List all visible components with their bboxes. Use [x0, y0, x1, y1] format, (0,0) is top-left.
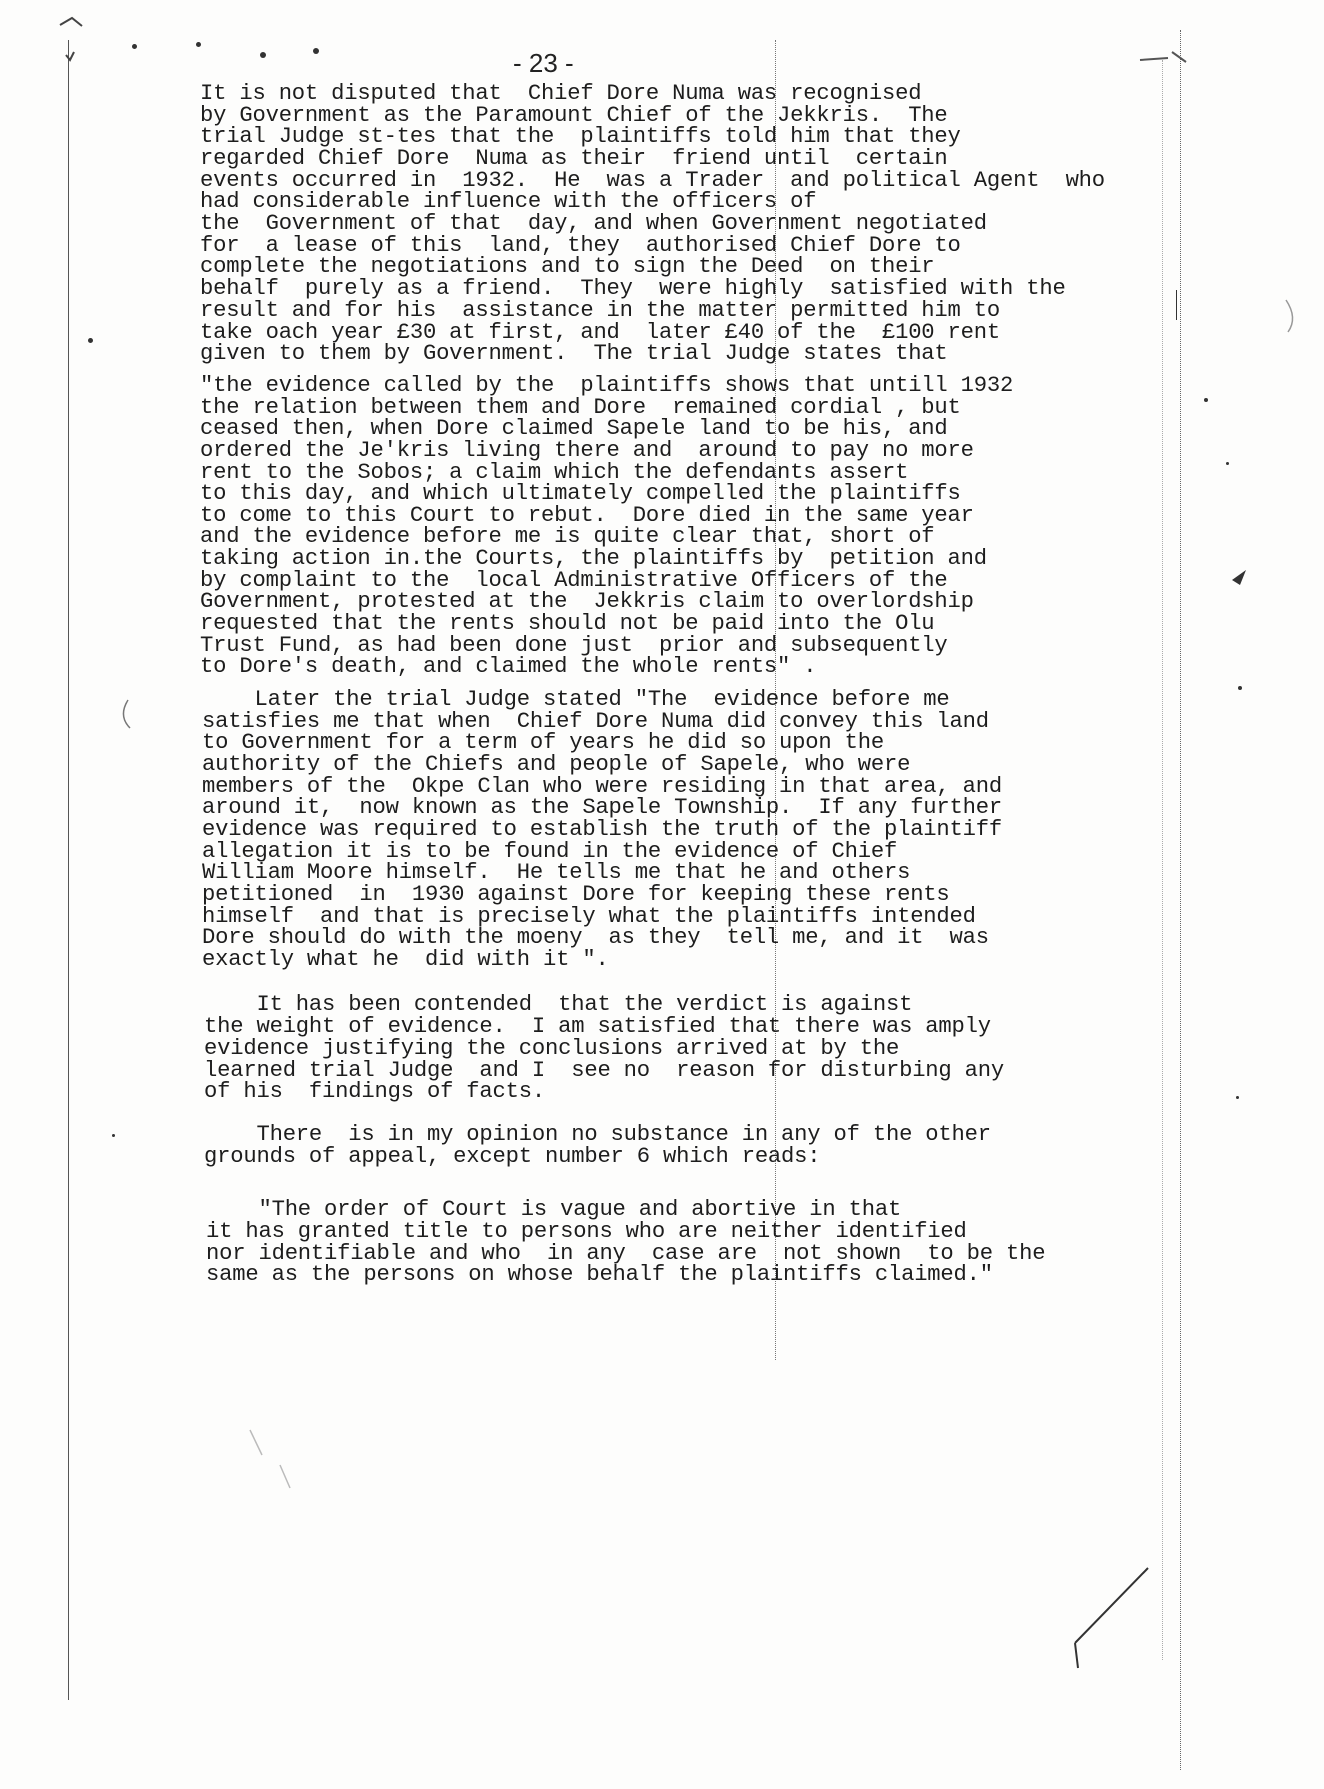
text-line: members of the Okpe Clan who were residing in that area, and: [202, 774, 1002, 799]
text-line: same as the persons on whose behalf the plaintiffs claimed.": [206, 1262, 993, 1287]
text-line: behalf purely as a friend. They were highly satisfied with the: [200, 276, 1066, 301]
text-line: Later the trial Judge stated "The evidence before me: [202, 687, 950, 712]
text-line: William Moore himself. He tells me that he and others: [202, 860, 911, 885]
text-line: exactly what he did with it ".: [202, 947, 609, 972]
text-line: authority of the Chiefs and people of Sapele, who were: [202, 752, 911, 777]
text-line: to come to this Court to rebut. Dore died in the same year: [200, 503, 974, 528]
text-line: ordered the Je'kris living there and around to pay no more: [200, 438, 974, 463]
text-line: ceased then, when Dore claimed Sapele land to be his, and: [200, 416, 948, 441]
text-line: There is in my opinion no substance in any of the other: [204, 1122, 991, 1147]
text-line: result and for his assistance in the matter permitted him to: [200, 298, 1000, 323]
text-line: events occurred in 1932. He was a Trader and political Agent who: [200, 168, 1105, 193]
text-line: given to them by Government. The trial Judge states that: [200, 341, 948, 366]
text-line: requested that the rents should not be paid into the Olu: [200, 611, 935, 636]
text-line: himself and that is precisely what the plaintiffs intended: [202, 904, 976, 929]
text-line: by Government as the Paramount Chief of the Jekkris. The: [200, 103, 948, 128]
text-line: of his findings of facts.: [204, 1079, 545, 1104]
text-line: complete the negotiations and to sign the Deed on their: [200, 254, 935, 279]
text-line: the Government of that day, and when Government negotiated: [200, 211, 987, 236]
text-line: allegation it is to be found in the evidence of Chief: [202, 839, 898, 864]
text-line: Dore should do with the moeny as they tell me, and it was: [202, 925, 989, 950]
text-line: evidence was required to establish the truth of the plaintiff: [202, 817, 1002, 842]
text-line: Trust Fund, as had been done just prior and subsequently: [200, 633, 948, 658]
text-line: "the evidence called by the plaintiffs shows that untill 1932: [200, 373, 1014, 398]
text-line: trial Judge st-tes that the plaintiffs told him that they: [200, 124, 961, 149]
text-line: it has granted title to persons who are neither identified: [206, 1219, 967, 1244]
text-line: to this day, and which ultimately compelled the plaintiffs: [200, 481, 961, 506]
text-line: the weight of evidence. I am satisfied that there was amply: [204, 1014, 991, 1039]
text-line: had considerable influence with the officers of: [200, 189, 817, 214]
text-line: to Government for a term of years he did so upon the: [202, 730, 884, 755]
text-line: It has been contended that the verdict is against: [204, 992, 913, 1017]
text-line: learned trial Judge and I see no reason for disturbing any: [204, 1058, 1004, 1083]
text-line: "The order of Court is vague and abortive in that: [206, 1197, 902, 1222]
text-line: It is not disputed that Chief Dore Numa was recognised: [200, 81, 922, 106]
text-line: the relation between them and Dore remained cordial , but: [200, 395, 961, 420]
text-line: regarded Chief Dore Numa as their friend until certain: [200, 146, 948, 171]
text-line: grounds of appeal, except number 6 which reads:: [204, 1144, 821, 1169]
text-line: taking action in.the Courts, the plaintiffs by petition and: [200, 546, 987, 571]
text-line: rent to the Sobos; a claim which the defendants assert: [200, 460, 909, 485]
text-line: to Dore's death, and claimed the whole rents" .: [200, 654, 817, 679]
text-line: nor identifiable and who in any case are not shown to be the: [206, 1241, 1046, 1266]
text-line: for a lease of this land, they authorised Chief Dore to: [200, 233, 961, 258]
text-line: satisfies me that when Chief Dore Numa did convey this land: [202, 709, 989, 734]
text-line: and the evidence before me is quite clear that, short of: [200, 524, 935, 549]
text-line: around it, now known as the Sapele Township. If any further: [202, 795, 1002, 820]
text-line: petitioned in 1930 against Dore for keeping these rents: [202, 882, 950, 907]
text-line: take oach year £30 at first, and later £40 of the £100 rent: [200, 320, 1000, 345]
page-number: - 23 -: [513, 48, 574, 78]
text-line: by complaint to the local Administrative Officers of the: [200, 568, 948, 593]
text-line: evidence justifying the conclusions arrived at by the: [204, 1036, 900, 1061]
text-line: Government, protested at the Jekkris claim to overlordship: [200, 589, 974, 614]
